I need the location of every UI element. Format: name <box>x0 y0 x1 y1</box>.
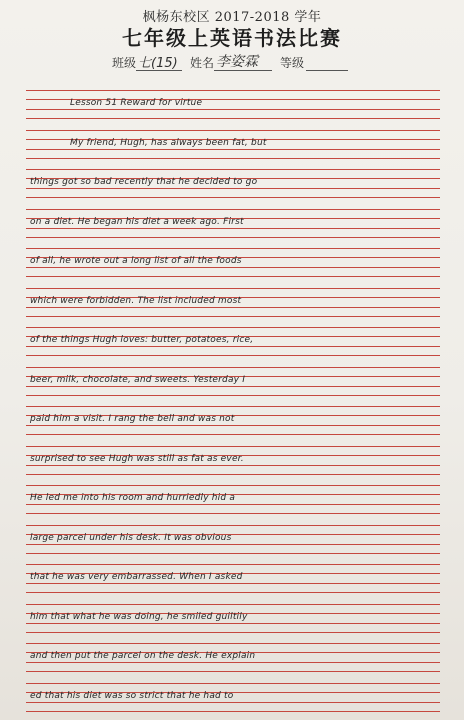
handwriting-line <box>26 90 440 119</box>
line-text: He led me into his room and hurriedly hid a <box>30 493 236 503</box>
handwriting-line <box>26 209 440 238</box>
ruled-line <box>26 355 440 356</box>
ruled-line <box>26 671 440 672</box>
ruled-line <box>26 197 440 198</box>
ruled-line <box>26 513 440 514</box>
ruled-line <box>26 525 440 526</box>
ruled-line <box>26 288 440 289</box>
line-text: of all, he wrote out a long list of all the foods <box>30 256 242 266</box>
ruled-line <box>26 276 440 277</box>
line-text: things got so bad recently that he decided to go <box>30 177 258 187</box>
handwriting-line <box>26 643 440 672</box>
handwriting-line <box>26 525 440 554</box>
class-value: 七(15) <box>138 56 178 71</box>
line-text: Lesson 51 Reward for virtue <box>70 98 203 108</box>
ruled-line <box>26 130 440 131</box>
writing-area <box>0 84 464 720</box>
line-text: on a diet. He began his diet a week ago. First <box>30 216 244 227</box>
ruled-line <box>26 248 440 249</box>
ruled-line <box>26 169 440 170</box>
ruled-line <box>26 327 440 328</box>
ruled-line <box>26 683 440 684</box>
ruled-line <box>26 553 440 554</box>
school-year-line: 枫杨东校区 2017-2018 学年 <box>142 10 322 25</box>
line-text: paid him a visit. I rang the bell and was not <box>30 414 235 424</box>
line-text: him that what he was doing, he smiled guiltily <box>30 611 248 622</box>
ruled-line <box>26 485 440 486</box>
grade-label: 等级 <box>280 56 305 70</box>
ruled-line <box>26 237 440 238</box>
handwriting-line <box>26 485 440 514</box>
handwriting-line <box>26 367 440 396</box>
ruled-line <box>26 395 440 396</box>
handwriting-line <box>26 446 440 475</box>
ruled-line <box>26 90 440 91</box>
ruled-line <box>26 711 440 712</box>
line-text: beer, milk, chocolate, and sweets. Yesterday I <box>30 374 246 385</box>
line-text: ed that his diet was so strict that he had to <box>30 690 234 701</box>
name-label: 姓名 <box>190 56 215 70</box>
line-text: which were forbidden. The list included most <box>30 295 242 306</box>
name-value: 李姿霖 <box>216 54 258 70</box>
name-underline <box>214 70 272 71</box>
class-label: 班级 <box>112 56 137 70</box>
ruled-line <box>26 367 440 368</box>
ruled-line <box>26 474 440 475</box>
ruled-line <box>26 604 440 605</box>
ruled-line <box>26 316 440 317</box>
handwriting-line <box>26 683 440 712</box>
line-text: that he was very embarrassed. When I asked <box>30 572 243 582</box>
sheet-header <box>0 0 464 84</box>
competition-title: 七年级上英语书法比赛 <box>122 26 342 50</box>
grade-underline <box>306 70 348 71</box>
handwriting-line <box>26 288 440 317</box>
ruled-line <box>26 158 440 159</box>
handwriting-line <box>26 604 440 633</box>
ruled-line <box>26 209 440 210</box>
ruled-line <box>26 643 440 644</box>
line-text: surprised to see Hugh was still as fat as ever. <box>30 453 244 464</box>
ruled-line <box>26 434 440 435</box>
line-text: large parcel under his desk. It was obvious <box>30 532 232 543</box>
handwriting-line <box>26 327 440 356</box>
ruled-line <box>26 632 440 633</box>
ruled-line <box>26 564 440 565</box>
line-text: My friend, Hugh, has always been fat, but <box>70 137 267 148</box>
class-underline <box>136 70 182 71</box>
ruled-line <box>26 446 440 447</box>
handwriting-line <box>26 564 440 593</box>
line-text: and then put the parcel on the desk. He explain <box>30 651 256 661</box>
ruled-line <box>26 406 440 407</box>
ruled-line <box>26 118 440 119</box>
student-info-line <box>112 54 412 74</box>
handwriting-line <box>26 169 440 198</box>
handwriting-line <box>26 248 440 277</box>
handwriting-line <box>26 130 440 159</box>
ruled-line <box>26 592 440 593</box>
line-text: of the things Hugh loves: butter, potatoes, rice, <box>30 335 254 345</box>
handwriting-line <box>26 406 440 435</box>
